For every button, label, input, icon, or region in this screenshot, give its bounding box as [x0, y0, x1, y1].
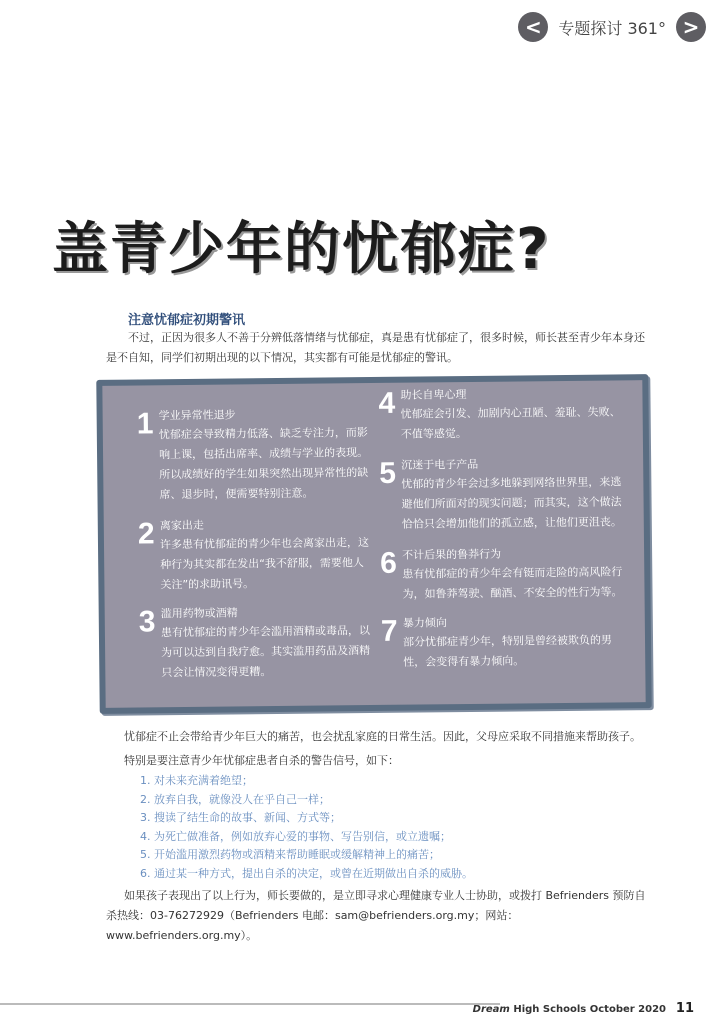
sign-item-6: [380, 544, 623, 601]
sign-text: 忧郁症会导致精力低落、缺乏专注力，而影响上课，包括出席率、成绩与学业的表现。所以成绩好的学生如果突然出现异常性的缺席、退步时，便需要特别注意。: [158, 426, 369, 502]
next-page-button[interactable]: >: [676, 12, 706, 42]
sign-number: 1: [136, 407, 154, 441]
prev-page-button[interactable]: <: [518, 12, 548, 42]
page-number: 11: [675, 1001, 694, 1016]
sign-item-2: [137, 515, 370, 592]
sign-number: 6: [380, 546, 398, 580]
warning-signs-panel: [96, 374, 651, 714]
sign-text: 忧郁的青少年会过多地躲到网络世界里，来逃避他们所面对的现实问题；而其实，这个做法恰恰只会增加他们的孤立感，让他们更沮丧。: [401, 475, 622, 531]
magazine-name: Dream: [472, 1004, 510, 1015]
section-nav: [518, 12, 706, 42]
sign-title: 离家出走: [159, 518, 204, 533]
sign-item-7: [380, 612, 621, 669]
section-label: 专题探讨 361°: [558, 18, 666, 38]
sign-text: 患有忧郁症的青少年会滥用酒精或毒品，以为可以达到自我疗愈。其实滥用药品及酒精只会让情况变得更糟。: [160, 624, 371, 680]
article-title: 盖青少年的忧郁症?: [52, 217, 551, 282]
sign-item-1: [136, 405, 369, 502]
list-item: 5. 开始滥用激烈药物或酒精来帮助睡眠或缓解精神上的痛苦；: [140, 848, 440, 862]
sign-number: 2: [137, 517, 155, 551]
footer-divider: [0, 1003, 500, 1005]
sign-title: 助长自卑心理: [400, 388, 467, 402]
sign-title: 不计后果的鲁莽行为: [402, 547, 502, 562]
sign-text: 患有忧郁症的青少年会有铤而走险的高风险行为，如鲁莽驾驶、酗酒、不安全的性行为等。: [402, 565, 623, 601]
suicide-signals-list: [140, 772, 473, 884]
magazine-issue: High Schools October 2020: [513, 1004, 666, 1015]
intro-paragraph: 不过，正因为很多人不善于分辨低落情绪与忧郁症，真是患有忧郁症了，很多时候，师长甚至青少年本身还是不自知，同学们初期出现的以下情况，其实都有可能是忧郁症的警讯。: [106, 331, 645, 364]
sign-item-3: [138, 603, 371, 680]
sign-text: 许多患有忧郁症的青少年也会离家出走，这种行为其实都在发出“我不舒服，需要他人关注”的求助讯号。: [159, 536, 370, 592]
sign-number: 3: [138, 605, 156, 639]
sign-number: 5: [379, 456, 397, 490]
sign-item-4: [378, 384, 621, 441]
list-item: 6. 通过某一种方式，提出自杀的决定，或曾在近期做出自杀的威胁。: [140, 866, 473, 880]
magazine-footer: [473, 1004, 666, 1015]
list-item: 1. 对未来充满着绝望；: [140, 774, 253, 787]
closing-paragraph: 如果孩子表现出了以上行为，师长要做的，是立即寻求心理健康专业人士协助，或拨打 Befrienders 预防自杀热线：03-76272929（Befrienders 电邮：sam@befrienders.org.my；网站：www.befrienders.org.my）。: [106, 889, 646, 942]
sign-title: 滥用药物或酒精: [160, 606, 238, 621]
article-subtitle: 注意忧郁症初期警讯: [128, 313, 246, 328]
list-item: 2. 放弃自我，就像没人在乎自己一样；: [140, 792, 330, 806]
outro-paragraph-1: 忧郁症不止会带给青少年巨大的痛苦，也会扰乱家庭的日常生活。因此，父母应采取不同措施来帮助孩子。: [124, 730, 641, 743]
sign-item-5: [379, 454, 622, 531]
sign-number: 4: [378, 386, 396, 420]
outro-paragraph-2: 特别是要注意青少年忧郁症患者自杀的警告信号，如下：: [124, 754, 399, 767]
list-item: 4. 为死亡做准备，例如放弃心爱的事物、写告别信，或立遗嘱；: [140, 829, 451, 843]
sign-title: 暴力倾向: [402, 616, 447, 630]
sign-text: 忧郁症会引发、加剧内心丑陋、羞耻、失败、不值等感觉。: [400, 405, 621, 441]
sign-title: 沉迷于电子产品: [401, 457, 479, 472]
sign-text: 部分忧郁症青少年，特别是曾经被欺负的男性，会变得有暴力倾向。: [402, 633, 613, 669]
sign-title: 学业异常性退步: [158, 408, 236, 423]
sign-number: 7: [380, 614, 398, 648]
list-item: 3. 搜读了结生命的故事、新闻、方式等；: [140, 811, 341, 825]
